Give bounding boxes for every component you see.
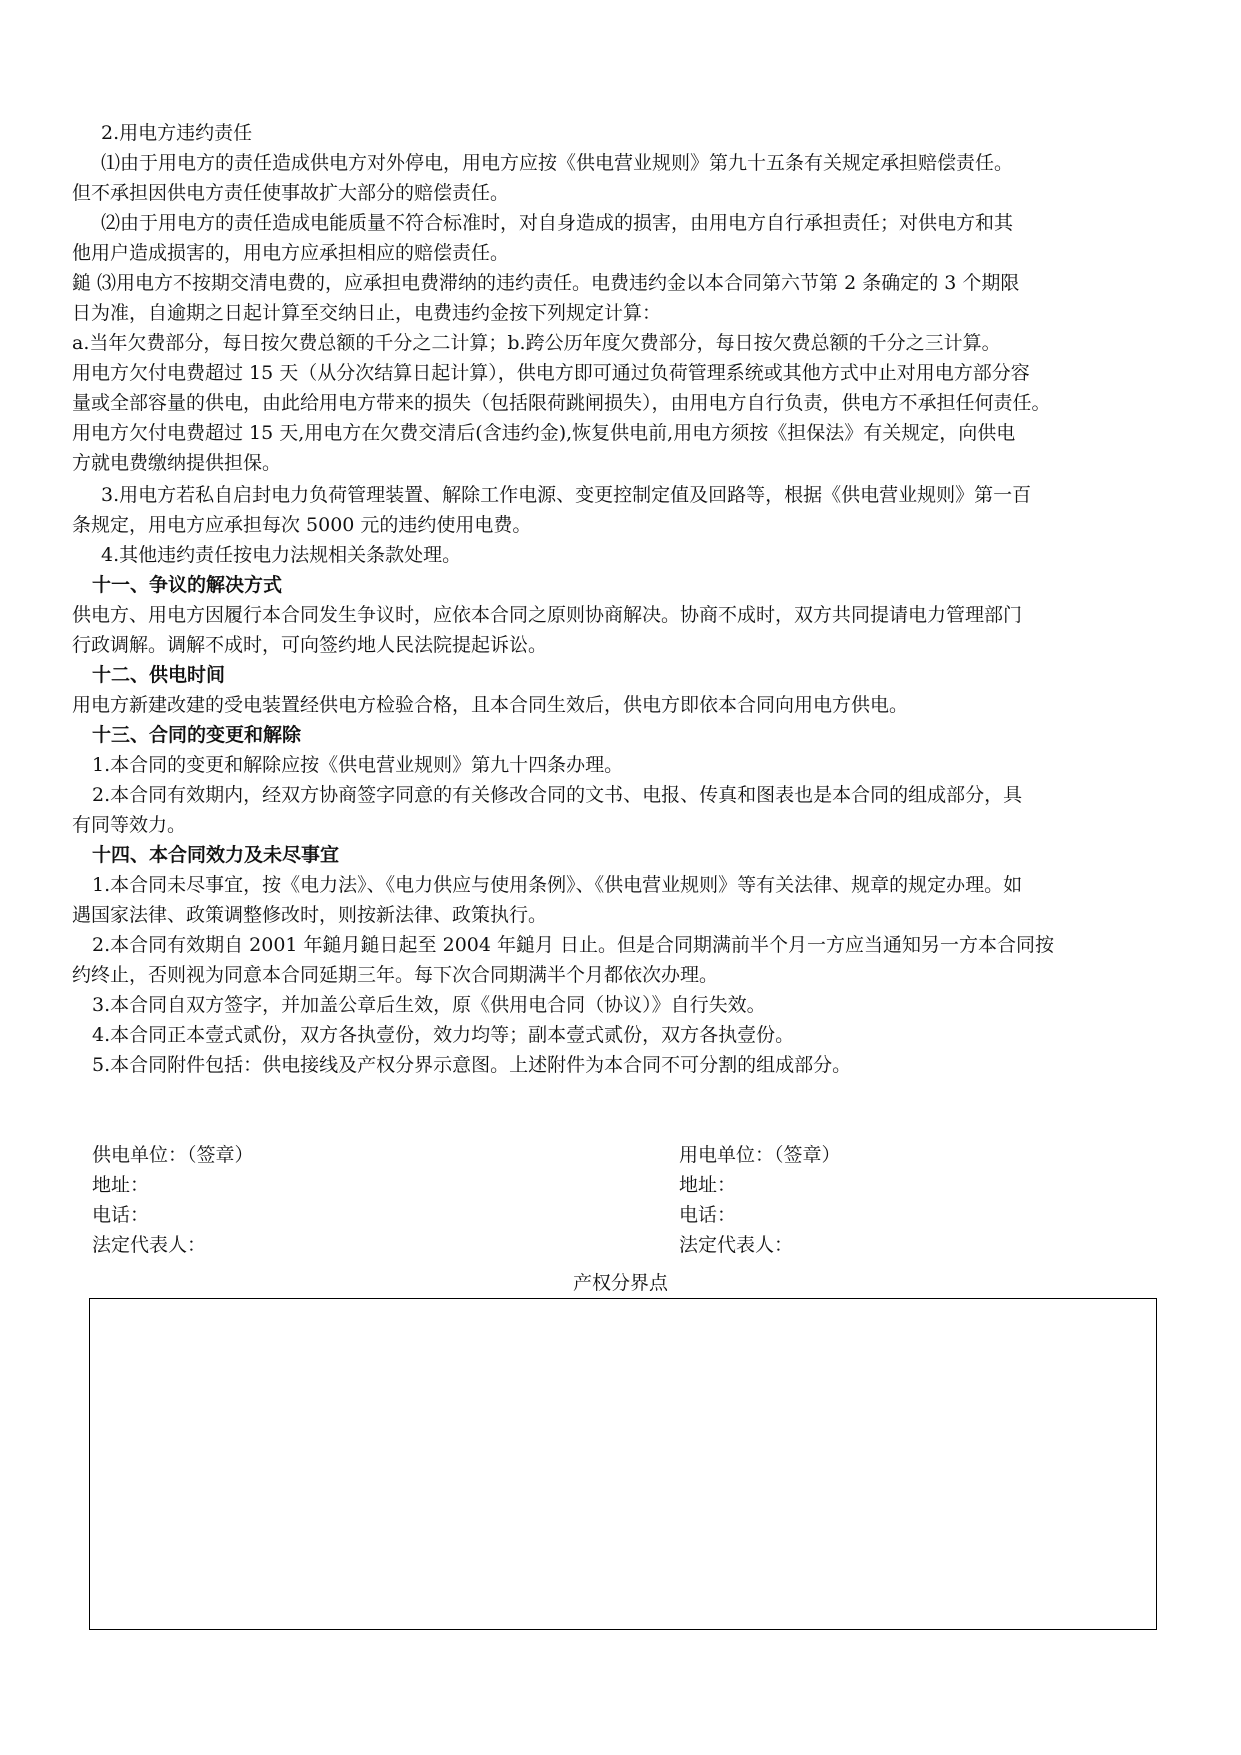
breach-title: 2.用电方违约责任: [101, 122, 253, 144]
supplier-unit-label: 供电单位：（签章）: [92, 1144, 254, 1166]
section-11-line2: 行政调解。调解不成时，可向签约地人民法院提起诉讼。: [72, 634, 548, 656]
section-13-line3: 有同等效力。: [72, 814, 187, 836]
section-12-line1: 用电方新建改建的受电装置经供电方检验合格，且本合同生效后，供电方即依本合同向用电方供电。: [72, 694, 909, 716]
section-14-line7: 5.本合同附件包括：供电接线及产权分界示意图。上述附件为本合同不可分割的组成部分。: [92, 1054, 852, 1076]
consumer-rep-label: 法定代表人：: [679, 1234, 794, 1256]
consumer-address-label: 地址：: [679, 1174, 737, 1196]
breach-p7-line1: 3.用电方若私自启封电力负荷管理装置、解除工作电源、变更控制定值及回路等，根据《供电营业规则》第一百: [101, 484, 1032, 506]
section-11-heading: 十一、争议的解决方式: [92, 574, 283, 596]
consumer-unit-label: 用电单位：（签章）: [679, 1144, 841, 1166]
breach-p3-line1: 鎚 ⑶用电方不按期交清电费的，应承担电费滞纳的违约责任。电费违约金以本合同第六节第 2 条确定的 3 个期限: [72, 272, 1020, 294]
breach-p6-line2: 方就电费缴纳提供担保。: [72, 452, 282, 474]
section-14-line3: 2.本合同有效期自 2001 年鎚月鎚日起至 2004 年鎚月 日止。但是合同期满前半个月一方应当通知另一方本合同按: [92, 934, 1055, 956]
section-14-heading: 十四、本合同效力及未尽事宜: [92, 844, 340, 866]
boundary-diagram-box: [89, 1298, 1157, 1630]
section-14-line4: 约终止，否则视为同意本合同延期三年。每下次合同期满半个月都依次办理。: [72, 964, 719, 986]
supplier-address-label: 地址：: [92, 1174, 150, 1196]
breach-p1-line1: ⑴由于用电方的责任造成供电方对外停电，用电方应按《供电营业规则》第九十五条有关规定承担赔偿责任。: [101, 152, 1014, 174]
boundary-title: 产权分界点: [572, 1272, 668, 1294]
breach-p1-line2: 但不承担因供电方责任使事故扩大部分的赔偿责任。: [72, 182, 510, 204]
consumer-phone-label: 电话：: [679, 1204, 737, 1226]
section-11-line1: 供电方、用电方因履行本合同发生争议时，应依本合同之原则协商解决。协商不成时，双方共同提请电力管理部门: [72, 604, 1023, 626]
breach-p7-line2: 条规定，用电方应承担每次 5000 元的违约使用电费。: [72, 514, 532, 536]
section-14-line6: 4.本合同正本壹式贰份，双方各执壹份，效力均等；副本壹式贰份，双方各执壹份。: [92, 1024, 795, 1046]
section-14-line5: 3.本合同自双方签字，并加盖公章后生效，原《供用电合同（协议）》自行失效。: [92, 994, 766, 1016]
breach-p3-line2: 日为准，自逾期之日起计算至交纳日止，电费违约金按下列规定计算：: [72, 302, 662, 324]
breach-p6-line1: 用电方欠付电费超过 15 天,用电方在欠费交清后(含违约金),恢复供电前,用电方须按《担保法》有关规定，向供电: [72, 422, 1016, 444]
breach-p2-line2: 他用户造成损害的，用电方应承担相应的赔偿责任。: [72, 242, 510, 264]
breach-p2-line1: ⑵由于用电方的责任造成电能质量不符合标准时，对自身造成的损害，由用电方自行承担责任；对供电方和其: [101, 212, 1014, 234]
section-13-line1: 1.本合同的变更和解除应按《供电营业规则》第九十四条办理。: [92, 754, 624, 776]
section-14-line2: 遇国家法律、政策调整修改时，则按新法律、政策执行。: [72, 904, 548, 926]
section-13-heading: 十三、合同的变更和解除: [92, 724, 302, 746]
section-12-heading: 十二、供电时间: [92, 664, 226, 686]
breach-p5-line2: 量或全部容量的供电，由此给用电方带来的损失（包括限荷跳闸损失），由用电方自行负责，供电方不承担任何责任。: [72, 392, 1051, 414]
breach-p8: 4.其他违约责任按电力法规相关条款处理。: [101, 544, 462, 566]
breach-p5-line1: 用电方欠付电费超过 15 天（从分次结算日起计算），供电方即可通过负荷管理系统或其他方式中止对用电方部分容: [72, 362, 1030, 384]
supplier-phone-label: 电话：: [92, 1204, 150, 1226]
breach-p4: a.当年欠费部分，每日按欠费总额的千分之二计算；b.跨公历年度欠费部分，每日按欠费总额的千分之三计算。: [72, 332, 1001, 354]
supplier-rep-label: 法定代表人：: [92, 1234, 207, 1256]
section-14-line1: 1.本合同未尽事宜，按《电力法》、《电力供应与使用条例》、《供电营业规则》等有关法律、规章的规定办理。如: [92, 874, 1023, 896]
section-13-line2: 2.本合同有效期内，经双方协商签字同意的有关修改合同的文书、电报、传真和图表也是本合同的组成部分，具: [92, 784, 1023, 806]
